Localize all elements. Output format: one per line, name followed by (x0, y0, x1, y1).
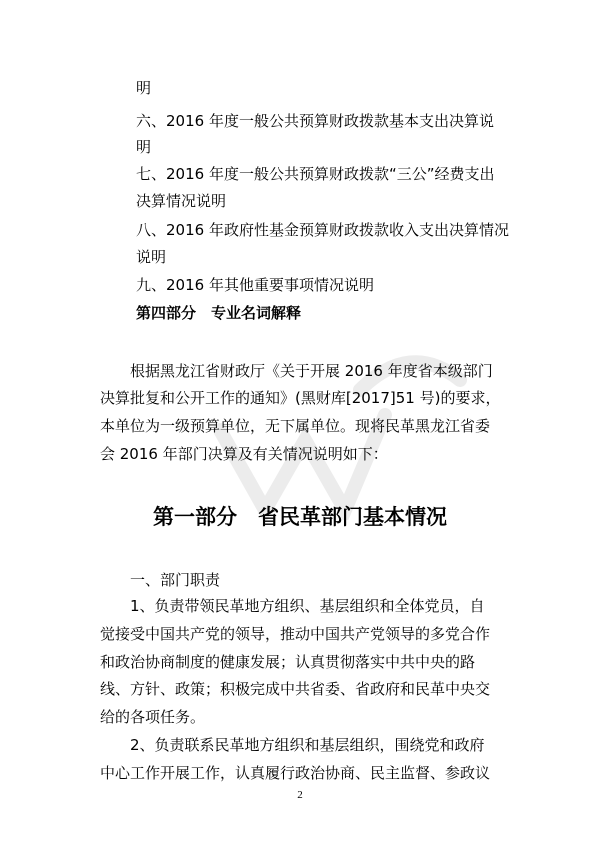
toc-line: 说明 (136, 248, 167, 266)
toc-line: 六、2016 年度一般公共预算财政拨款基本支出决算说 (136, 112, 494, 130)
toc-line: 七、2016 年度一般公共预算财政拨款“三公”经费支出 (136, 165, 495, 183)
toc-line: 九、2016 年其他重要事项情况说明 (136, 276, 374, 294)
intro-line: 决算批复和公开工作的通知》(黑财库[2017]51 号)的要求， (100, 389, 501, 407)
duties-paragraph-line: 觉接受中国共产党的领导，推动中国共产党领导的多党合作 (100, 625, 491, 643)
toc-line: 明 (136, 79, 152, 97)
toc-line: 明 (136, 138, 152, 156)
toc-part-four: 第四部分 专业名词解释 (136, 304, 302, 322)
duties-heading: 一、部门职责 (100, 571, 221, 589)
duties-paragraph-line: 给的各项任务。 (100, 708, 206, 726)
section-title: 第一部分 省民革部门基本情况 (153, 505, 447, 529)
intro-line: 会 2016 年部门决算及有关情况说明如下： (100, 445, 388, 463)
duties-paragraph-line: 中心工作开展工作，认真履行政治协商、民主监督、参政议 (100, 764, 491, 782)
duties-paragraph-line: 和政治协商制度的健康发展；认真贯彻落实中共中央的路 (100, 653, 476, 671)
page-number: 2 (297, 789, 303, 801)
intro-line: 本单位为一级预算单位，无下属单位。现将民革黑龙江省委 (100, 417, 491, 435)
duties-paragraph-line: 1、负责带领民革地方组织、基层组织和全体党员，自 (100, 597, 485, 615)
intro-line: 根据黑龙江省财政厅《关于开展 2016 年度省本级部门 (100, 362, 493, 380)
duties-paragraph-line: 2、负责联系民革地方组织和基层组织，围绕党和政府 (100, 736, 485, 754)
toc-line: 决算情况说明 (136, 192, 227, 210)
toc-line: 八、2016 年政府性基金预算财政拨款收入支出决算情况 (136, 221, 509, 239)
duties-paragraph-line: 线、方针、政策；积极完成中共省委、省政府和民革中央交 (100, 680, 491, 698)
